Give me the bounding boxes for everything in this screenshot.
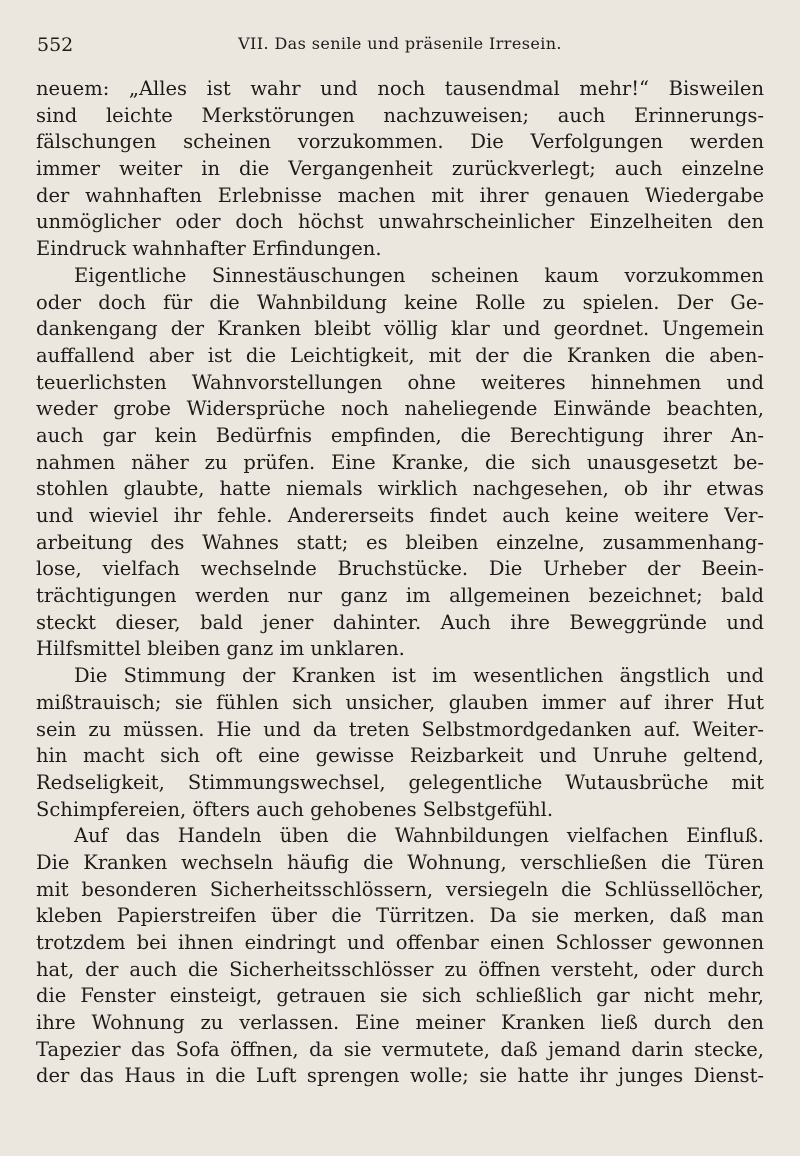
- page-header: [37, 30, 763, 60]
- text-line: der das Haus in die Luft sprengen wolle; sie hatte ihr junges Dienst-: [36, 1064, 764, 1088]
- paragraph: [36, 76, 764, 263]
- text-line: Eindruck wahnhafter Erfindungen.: [36, 237, 382, 261]
- text-line: sind leichte Merkstörungen nachzuweisen; auch Erinnerungs-: [36, 103, 764, 127]
- text-line: Redseligkeit, Stimmungswechsel, gelegentliche Wutausbrüche mit: [36, 770, 764, 794]
- text-line: lose, vielfach wechselnde Bruchstücke. Die Urheber der Beein-: [36, 557, 764, 581]
- text-line: Eigentliche Sinnestäuschungen scheinen kaum vorzukommen: [74, 263, 764, 287]
- text-line: Die Kranken wechseln häufig die Wohnung, verschließen die Türen: [36, 850, 764, 874]
- text-line: trächtigungen werden nur ganz im allgemeinen bezeichnet; bald: [36, 584, 764, 608]
- text-line: mit besonderen Sicherheitsschlössern, versiegeln die Schlüssellöcher,: [36, 877, 764, 901]
- text-line: sein zu müssen. Hie und da treten Selbstmordgedanken auf. Weiter-: [36, 717, 764, 741]
- text-line: Hilfsmittel bleiben ganz im unklaren.: [36, 637, 405, 661]
- text-line: teuerlichsten Wahnvorstellungen ohne weiteres hinnehmen und: [36, 370, 764, 394]
- text-line: hat, der auch die Sicherheitsschlösser zu öffnen versteht, oder durch: [36, 957, 764, 981]
- text-line: der wahnhaften Erlebnisse machen mit ihrer genauen Wiedergabe: [36, 183, 764, 207]
- text-line: Tapezier das Sofa öffnen, da sie vermutete, daß jemand darin stecke,: [36, 1037, 764, 1061]
- paragraph: [36, 823, 764, 1090]
- text-line: Schimpfereien, öfters auch gehobenes Selbstgefühl.: [36, 797, 554, 821]
- text-line: hin macht sich oft eine gewisse Reizbarkeit und Unruhe geltend,: [36, 744, 764, 768]
- text-line: dankengang der Kranken bleibt völlig klar und geordnet. Ungemein: [36, 317, 764, 341]
- running-head: VII. Das senile und präsenile Irresein.: [238, 34, 562, 53]
- paragraph: [36, 663, 764, 823]
- body-text: [36, 76, 764, 1090]
- page-number: 552: [37, 34, 74, 56]
- text-line: ihre Wohnung zu verlassen. Eine meiner Kranken ließ durch den: [36, 1011, 764, 1035]
- text-line: Die Stimmung der Kranken ist im wesentlichen ängstlich und: [74, 664, 764, 688]
- text-line: Auf das Handeln üben die Wahnbildungen vielfachen Einfluß.: [74, 824, 764, 848]
- text-line: mißtrauisch; sie fühlen sich unsicher, glauben immer auf ihrer Hut: [36, 690, 764, 714]
- text-line: auffallend aber ist die Leichtigkeit, mit der die Kranken die aben-: [36, 343, 764, 367]
- text-line: steckt dieser, bald jener dahinter. Auch ihre Beweggründe und: [36, 610, 764, 634]
- text-line: fälschungen scheinen vorzukommen. Die Verfolgungen werden: [36, 130, 764, 154]
- text-line: immer weiter in die Vergangenheit zurückverlegt; auch einzelne: [36, 157, 764, 181]
- text-line: neuem: „Alles ist wahr und noch tausendmal mehr!“ Bisweilen: [36, 77, 764, 100]
- text-line: und wieviel ihr fehle. Andererseits findet auch keine weitere Ver-: [36, 504, 764, 527]
- text-line: auch gar kein Bedürfnis empfinden, die Berechtigung ihrer An-: [36, 423, 764, 447]
- text-line: oder doch für die Wahnbildung keine Rolle zu spielen. Der Ge-: [36, 290, 764, 314]
- text-line: unmöglicher oder doch höchst unwahrscheinlicher Einzelheiten den: [36, 210, 764, 234]
- text-line: kleben Papierstreifen über die Türritzen. Da sie merken, daß man: [36, 904, 764, 928]
- text-line: die Fenster einsteigt, getrauen sie sich schließlich gar nicht mehr,: [36, 984, 764, 1008]
- paragraph: [36, 263, 764, 663]
- text-line: stohlen glaubte, hatte niemals wirklich nachgesehen, ob ihr etwas: [36, 477, 764, 501]
- text-line: arbeitung des Wahnes statt; es bleiben einzelne, zusammenhang-: [36, 530, 764, 554]
- text-line: trotzdem bei ihnen eindringt und offenbar einen Schlosser gewonnen: [36, 931, 764, 954]
- text-line: nahmen näher zu prüfen. Eine Kranke, die sich unausgesetzt be-: [36, 450, 764, 474]
- text-line: weder grobe Widersprüche noch naheliegende Einwände beachten,: [36, 397, 764, 421]
